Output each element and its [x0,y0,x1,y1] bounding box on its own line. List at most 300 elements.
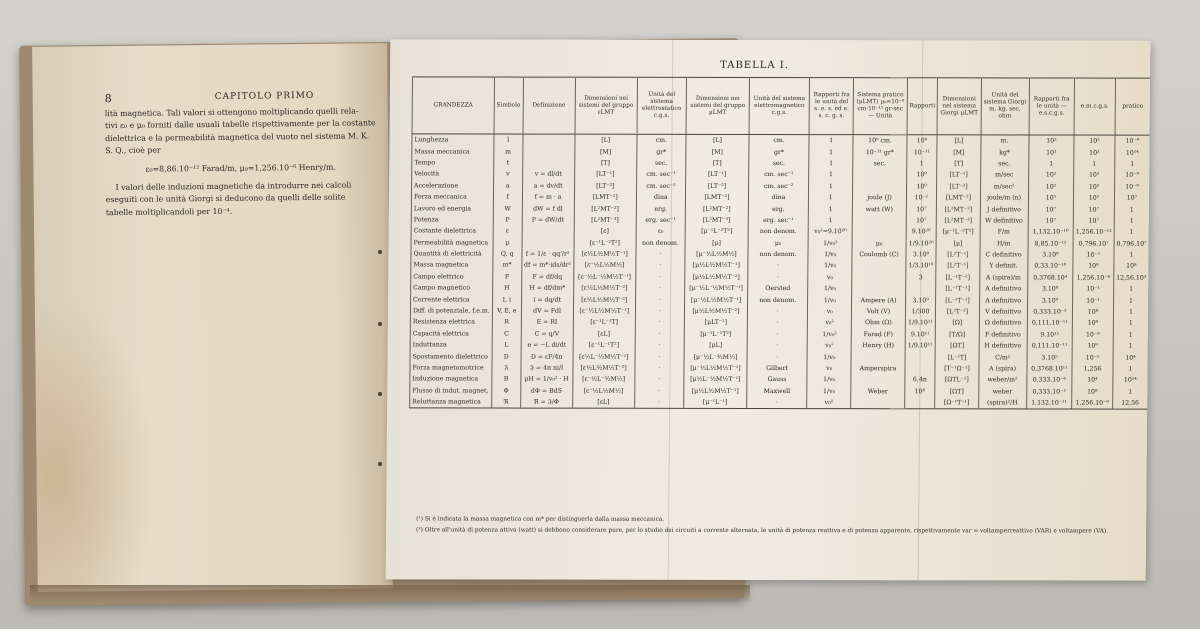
table-cell: [μ] [685,237,748,249]
table-cell: Henry (H) [852,340,905,351]
table-cell: 0,333.10⁻² [1027,306,1072,317]
table-cell: sec. [980,158,1028,169]
table-cell: erg. sec⁻¹ [748,215,808,226]
table-cell: μ [493,237,522,248]
table-cell: 3.10⁹ [1027,295,1072,306]
table-cell: weber [978,386,1026,397]
table-cell: E = RI [521,317,573,328]
table-cell: 0,33.10⁻¹⁰ [1028,261,1073,272]
table-cell: 1 [808,203,852,214]
table-cell: V definitivo [979,306,1027,317]
table-cell: 3.10⁹ [906,249,937,260]
table-cell: 6,4π [904,374,935,385]
table-cell: Y definit. [979,261,1027,272]
table-cell: v [493,169,522,180]
quantity-name-cell: Costante dielettrica [411,226,493,238]
table-cell: R [492,317,521,328]
table-cell: 10⁷ [906,215,937,226]
table-cell: erg. [748,203,808,214]
table-cell: 0,3768.10⁴ [1027,272,1072,283]
table-cell: 𝔉 = 4π ni/l [521,362,573,373]
table-cell: 1/9.10¹¹ [905,317,936,328]
table-cell [852,283,905,294]
table-cell: 10⁵ [1074,192,1115,203]
quantity-name-cell: Accelerazione [412,180,494,192]
table-cell: [T] [937,158,980,169]
table-cell: 10⁸ [1072,386,1113,397]
table-cell: m/sec² [980,181,1028,192]
table-cell [853,226,906,237]
table-cell: V, E, e [492,305,521,316]
table-cell: [ε⁻¹L⁻²T²] [574,237,636,248]
paper-stain [35,296,158,592]
table-cell: 10² [1029,135,1074,147]
table-cell [853,169,906,180]
table-cell: 1 [809,158,853,169]
table-cell: ε [493,226,522,237]
page-number: 8 [104,92,112,106]
table-cell: [T] [574,157,636,168]
table-cell: [L²T⁻¹] [936,249,979,260]
table-cell: Φ [492,385,521,396]
table-cell: 1 [1028,158,1073,169]
table-cell: D = εF/4π [521,351,573,362]
table-cell: [ε½L³⁄₂M½T⁻²] [573,294,635,305]
table-cell: m* [493,260,522,271]
table-cell: 10⁻² [906,192,937,203]
table-cell: 12,56 [1113,398,1148,410]
quantity-name-cell: Diff. di potenziale, f.e.m. [410,305,492,317]
table-cell: [L²MT⁻²] [937,204,980,215]
table-cell: dΦ = BdS [520,385,572,396]
table-cell: A definitivo [979,295,1027,306]
footnote: (²) Oltre all'unità di potenza attiva (watt) si debbono considerare pure, per lo studio dei circuiti a corrente alternata, le unità di potenza reattiva e di potenza apparente, rispettivamente var = voltamperreattivo (VAR) e voltampere (VA). [416,527,1109,535]
table-cell: 1 [1113,363,1148,374]
table-cell: [L⁻¹T⁻¹] [936,283,979,294]
quantity-name-cell: Campo elettrico [411,271,493,283]
column-header: Dimensioni nei sistemi del gruppo εLMT [575,77,638,134]
table-cell: t [494,157,523,168]
table-cell: D [492,351,521,362]
column-header: Rapporti [907,78,938,135]
table-cell: [μ½L⁻½M½T⁻¹] [684,374,747,386]
table-cell: Maxwell [747,386,807,397]
table-body [410,134,1150,410]
table-cell: dW = f dl [522,203,574,214]
table-cell: sec. [637,158,686,169]
column-header: GRANDEZZA [412,77,494,134]
table-cell: [L] [574,134,636,146]
text-line: lità magnetica. Tali valori si ottengono moltiplicando quelli rela- [104,106,359,119]
quantity-name-cell: Permeabilità magnetica [411,237,493,249]
column-header: pratico [1115,78,1150,135]
quantity-name-cell: Spostamento dielettrico [410,351,492,363]
table-cell: H/m [980,238,1028,249]
table-cell: 1 [809,135,853,147]
table-cell: Q, q [493,248,522,259]
table-cell: [ε⁻½L⁻½M½T⁻¹] [573,271,635,282]
quantity-name-cell: Campo magnetico [411,282,493,294]
table-cell: f [493,191,522,202]
table-cell: Ohm (Ω) [852,317,905,328]
table-cell: [μ⁻¹L⁻¹T²] [684,328,747,340]
column-header: Unità del sistema elettrostatico c.g.s. [637,77,687,134]
footnote: (¹) Si è indicata la massa magnetica con m* per distinguerla dalla massa meccanica. [416,516,665,523]
table-cell: · [635,385,684,396]
table-cell: 1 [1113,306,1148,317]
table-cell: H [492,283,521,294]
table-cell: [LT⁻¹] [574,169,636,180]
table-cell: 10¹⁴ [1113,375,1148,386]
table-cell: v₀ [807,363,851,374]
table-cell: · [635,306,684,317]
table-cell: 10⁵ [1028,192,1073,203]
table-cell: 0,111.10⁻¹¹ [1027,340,1072,351]
table-cell: 10⁻⁹ [1114,181,1149,192]
quantity-name-cell: Velocità [412,169,494,181]
table-cell: [μ½L½M½T⁻²] [685,272,748,284]
column-header: Simbolo [494,77,523,134]
binding-hole [378,462,382,466]
table-cell: 1 [1113,341,1148,352]
table-cell: [T/Ω] [936,329,979,340]
table-cell: · [748,260,808,271]
table-cell: 3 [905,272,936,283]
table-cell: [εL] [573,328,635,339]
table-cell: 10⁻⁹ [1115,135,1150,147]
table-cell: μ₀ [748,237,808,248]
table-cell: [M] [937,147,980,158]
table-cell [851,352,904,363]
table-cell: 1/v₀ [807,374,851,385]
table-cell: [LT⁻¹] [686,169,749,181]
table-cell: 10⁹ [906,169,937,180]
quantity-name-cell: Lavoro ed energia [411,203,493,215]
table-cell: [Ω⁻¹T⁻¹] [935,397,978,409]
table-cell: Ampere (A) [852,295,905,306]
table-cell: 10⁷ [1073,204,1114,215]
table-cell: gr* [637,146,686,157]
table-cell: Weber [851,386,904,397]
table-cell: · [747,329,807,340]
table-cell: v = dl/dt [522,169,574,180]
table-cell: [μ] [936,238,979,249]
quantity-name-cell: Resistenza elettrica [410,317,492,329]
table-cell: Ω definitivo [979,318,1027,329]
quantity-name-cell: Induzione magnetica [410,374,492,386]
table-cell: 1/300 [905,306,936,317]
table-cell: 10⁹ [1072,341,1113,352]
table-cell: · [634,397,683,409]
table-cell: 1/v₀ [807,386,851,397]
chapter-heading: CAPITOLO PRIMO [214,90,315,102]
table-cell: F definitivo [979,329,1027,340]
quantity-name-cell: Forza magnetomotrice [410,362,492,374]
table-cell: 1 [809,169,853,180]
table-cell: 1 [1113,318,1148,329]
table-cell: f = 1/ε · qq'/r² [522,248,574,259]
table-cell: [L²MT⁻³] [685,215,748,227]
table-cell: v₀² [807,317,851,328]
table-cell: 3.10⁹ [1027,284,1072,295]
table-cell: cm. sec⁻² [749,181,809,192]
table-cell: [L²T⁻²] [936,306,979,317]
quantity-name-cell: Lunghezza [412,134,494,146]
text-line: tabelle moltiplicandoli per 10⁻⁴. [105,206,233,217]
table-cell: v₀² [807,340,851,351]
table-cell: v₀² [807,397,851,409]
table-cell: [LT⁻²] [685,180,748,192]
table-cell: A definitivo [979,283,1027,294]
table-cell: 10⁴ [1113,352,1148,363]
table-cell: 3.10⁹ [905,295,936,306]
table-cell: 1/3.10¹⁰ [905,261,936,272]
table-cell: · [747,306,807,317]
table-cell: C = q/V [521,328,573,339]
table-cell [905,283,936,294]
table-cell: [L²MT⁻³] [574,214,636,225]
table-cell: · [636,271,685,282]
table-cell: C definitivo [979,249,1027,260]
table-cell: [L⁻²T] [935,352,978,363]
table-cell: · [748,272,808,283]
table-cell: Volt (V) [852,306,905,317]
table-cell: dina [636,192,685,203]
table-cell: · [635,351,684,362]
table-cell: [ΩTL⁻²] [935,374,978,385]
table-cell: 1/9.10²⁰ [906,238,937,249]
table-cell: [ε⁻½L½M½] [572,385,634,396]
table-cell: · [747,340,807,351]
table-cell: 9.10¹¹ [1027,329,1072,340]
table-cell: a [493,180,522,191]
table-cell: 0,111.10⁻¹¹ [1027,318,1072,329]
quantity-name-cell: Corrente elettrica [411,294,493,306]
binding-hole [378,322,382,326]
table-cell: 0,333.10⁻² [1026,386,1071,397]
table-cell: [T] [686,158,749,170]
table-cell: ℜ [491,396,520,408]
table-cell: Coulomb (C) [852,249,905,260]
table-cell: · [747,317,807,328]
table-cell: 1/v₀ [807,351,851,362]
table-cell: 10⁸ [1073,306,1114,317]
table-cell: C/m² [979,352,1027,363]
text-line: I valori delle induzioni magnetiche da introdurre nei calcoli [115,180,352,193]
table-cell: 1/v₀² [808,238,852,249]
table-cell: 10² [1074,181,1115,192]
table-cell: [LMT⁻²] [574,192,636,203]
table-cell: 1 [1113,295,1148,306]
table-cell: non denom. [748,294,808,305]
table-cell: Gilbert [747,363,807,374]
table-cell: [ε½L⁻½M½T⁻¹] [573,351,635,362]
table-cell: 0,796.10⁷ [1114,238,1149,249]
table-cell: I, i [492,294,521,305]
table-cell: [LT⁻²] [574,180,636,191]
table-cell [851,397,904,409]
table-cell: · [635,283,684,294]
column-header: Unità del sistema Giorgi m, kg, sec, ohm [981,78,1030,135]
table-cell: m. [980,135,1028,147]
table-cell: [μLT⁻¹] [684,317,747,329]
table-cell: · [636,260,685,271]
table-cell: [L⁻¹T⁻¹] [936,295,979,306]
table-cell: kg* [980,147,1028,158]
table-header-row [412,77,1150,135]
table-cell: erg. [636,203,685,214]
table-cell: [L] [937,135,980,147]
table-cell: 10² [1028,170,1073,181]
table-cell: [L] [686,134,749,146]
text-line: eseguiti con le unità Giorgi si deducono da quelli delle solite [105,193,346,205]
table-cell: 1/v₀² [807,329,851,340]
table-cell: H definitivo [979,340,1027,351]
column-header: Dimensioni nei sistemi del gruppo μLMT [686,77,750,134]
table-row [410,396,1148,409]
table-cell: 10⁴ [1072,375,1113,386]
table-cell: 10⁷ [1114,193,1149,204]
table-cell: 10⁻⁵ [1072,352,1113,363]
table-cell: 10⁸ [1114,261,1149,272]
table-cell: [ε½L½M½T⁻²] [573,283,635,294]
table-cell: 10⁻¹ [1073,249,1114,260]
column-header: Unità del sistema elettromagnetico c.g.s. [749,77,810,134]
table-cell: P = dW/dt [522,214,574,225]
table-cell: 1 [1074,158,1115,169]
table-cell: 10⁷ [1073,215,1114,226]
table-cell: 10⁻⁹ [1072,329,1113,340]
table-cell: · [635,317,684,328]
table-cell: 10² [1074,135,1115,147]
left-page [32,43,393,592]
table-cell: [T⁻¹Ω⁻¹] [935,363,978,374]
table-cell: cm. [637,134,686,146]
table-cell [851,374,904,385]
table-cell: W definitivo [980,215,1028,226]
table-cell: 1 [1114,284,1149,295]
table-cell: 1 [1113,329,1148,340]
column-header: Dimensioni nel sistema Giorgi μLMT [937,78,981,135]
table-cell: joule/m (n) [980,192,1028,203]
table-cell [852,260,905,271]
column-header: Definizione [523,77,575,134]
table-cell: Farad (F) [852,329,905,340]
table-cell: H = df/dm* [521,283,573,294]
table-cell [905,363,936,374]
table-cell: · [747,351,807,362]
table-cell: m/sec [980,170,1028,181]
table-cell: [Ω] [936,318,979,329]
binding-hole [378,250,382,254]
page-edge-shadow [30,585,750,603]
table-cell: · [635,374,684,385]
table-cell: e = −L di/dt [521,340,573,351]
table-cell: (spira)²/H [978,397,1026,409]
table-cell: dina [748,192,808,203]
table-cell: 1 [809,181,853,192]
table-cell: 1 [906,158,937,169]
table-cell: gr* [749,146,809,157]
table-cell: [μ⁻½L⁻½M½T⁻¹] [685,283,748,295]
table-cell: df = m*·ids/dr² [521,260,573,271]
table-cell: 1/v₀ [808,295,852,306]
table-cell: v₀²=9.10²⁰ [808,226,852,237]
table-cell: [μ⁻½L½M½] [685,249,748,261]
table-cell: [μL] [684,340,747,352]
table-cell [522,226,574,237]
table-cell: [μ½L³⁄₂M½T⁻¹] [685,260,748,272]
table-cell: [LMT⁻²] [937,192,980,203]
table-cell: v₀ [808,306,852,317]
table-cell: 1/v₀ [808,283,852,294]
table-cell: 1 [1114,227,1149,238]
column-header: Sistema pratico (μLMT) μ₀=10⁻⁹ cm·10⁻¹¹ gr·sec — Unità [853,78,907,135]
text-line: dielettrica e la permeabilità magnetica del vuoto nel sistema M. K. [105,131,370,143]
table-cell: non denom. [748,249,808,260]
column-header: Rapporti fra le unità del s. e. s. ed e. s. c. g. s. [809,78,854,135]
table-cell: non denom. [636,237,685,248]
table-cell: [L²MT⁻²] [685,203,748,215]
formula-line: ε₀=8,86.10⁻¹² Farad/m, μ₀=1,256.10⁻⁶ Henry/m. [145,162,336,174]
table-cell: Oersted [748,283,808,294]
table-cell: erg. sec⁻¹ [636,215,685,226]
table-cell: ℜ = 𝔉/Φ [520,397,572,409]
table-cell: m [494,146,523,157]
table-cell: ε₀ [636,226,685,237]
table-cell: non denom. [748,226,808,237]
table-cell: 1 [809,192,853,203]
table-cell: [ε⁻¹L⁻¹T] [573,317,635,328]
table-cell: [ε⁻¹L⁻¹T²] [573,340,635,351]
table-cell: μ₀ [852,238,905,249]
table-cell: cm. sec⁻¹ [636,169,685,180]
table-cell: 3.10⁹ [1028,249,1073,260]
table-cell: 𝔉 [492,362,521,373]
table-cell: J definitivo [980,204,1028,215]
table-cell: 10⁷ [1028,204,1073,215]
table-cell [523,134,575,146]
table-cell: cm. [749,134,809,146]
table-cell [905,352,936,363]
table-cell [853,215,906,226]
quantity-name-cell: Massa meccanica [412,146,494,158]
footnotes [416,514,1136,537]
table-cell: 1,256 [1072,363,1113,374]
table-cell [522,146,574,157]
table-cell: [μ½L³⁄₂M½T⁻¹] [684,385,747,397]
quantity-name-cell: Flusso di indut. magnet. [410,385,492,397]
table-cell: 10³ [1074,147,1115,158]
table-cell [904,397,935,409]
quantity-name-cell: Forza meccanica [411,191,493,203]
table-cell: 3.10⁵ [1027,352,1072,363]
table-cell: 1/v₀ [808,260,852,271]
table-cell: 10² [1028,181,1073,192]
table-cell: [μ⁻¹L⁻¹] [684,397,747,409]
table-cell: 1 [1114,250,1149,261]
table-cell: 1 [809,146,853,157]
table-cell: [LMT⁻²] [685,192,748,204]
table-title: TABELLA I. [720,59,789,72]
foldout-table-page [386,39,1151,580]
table-cell: P [493,214,522,225]
table-cell: 0,3768.10¹¹ [1027,363,1072,374]
table-cell: [μ½L³⁄₂M½T⁻²] [684,306,747,318]
table-cell: weber/m² [978,375,1026,386]
table-cell: F [493,271,522,282]
table-cell: 10⁷ [906,204,937,215]
